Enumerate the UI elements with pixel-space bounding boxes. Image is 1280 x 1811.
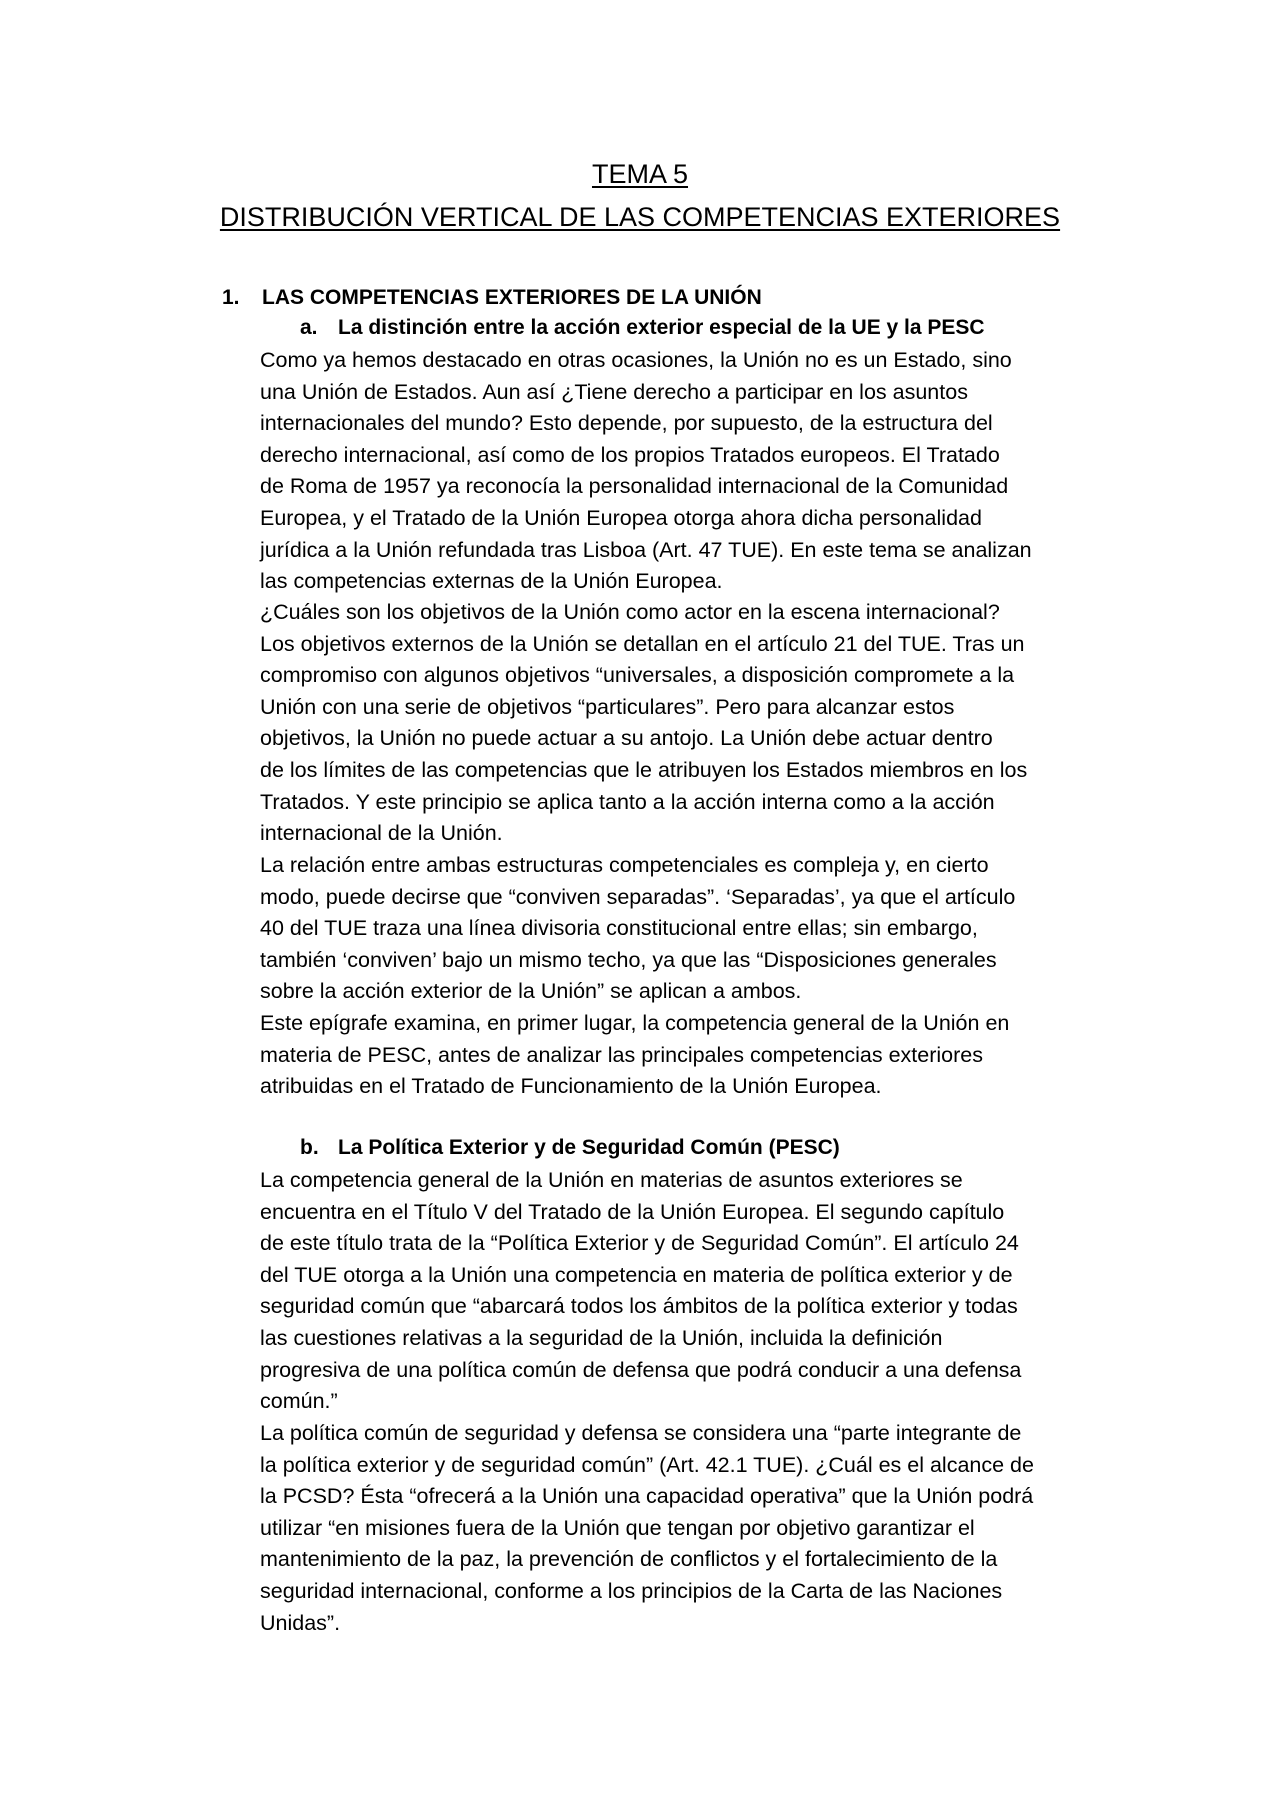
- subsection-a-heading: [300, 313, 985, 343]
- paragraph-line: utilizar “en misiones fuera de la Unión que tengan por objetivo garantizar el: [260, 1515, 975, 1540]
- paragraph-line: La relación entre ambas estructuras competenciales es compleja y, en cierto: [260, 853, 989, 877]
- paragraph-line: materia de PESC, antes de analizar las principales competencias exteriores: [260, 1042, 984, 1067]
- paragraph-1: [260, 345, 1110, 598]
- paragraph-line: La competencia general de la Unión en materias de asuntos exteriores se: [260, 1168, 963, 1192]
- paragraph-line: también ‘conviven’ bajo un mismo techo, ya que las “Disposiciones generales: [260, 947, 997, 972]
- document-subtitle: [0, 200, 1280, 234]
- paragraph-line: Este epígrafe examina, en primer lugar, la competencia general de la Unión en: [260, 1011, 1010, 1035]
- paragraph-line: las cuestiones relativas a la seguridad de la Unión, incluida la definición: [260, 1325, 943, 1350]
- paragraph-2: [260, 597, 1110, 850]
- subsection-b-title: La Política Exterior y de Seguridad Común (PESC): [338, 1136, 840, 1159]
- paragraph-4: [260, 1008, 1110, 1103]
- paragraph-line: de los límites de las competencias que le atribuyen los Estados miembros en los: [260, 757, 1028, 782]
- paragraph-line: objetivos, la Unión no puede actuar a su antojo. La Unión debe actuar dentro: [260, 726, 993, 751]
- paragraph-line: compromiso con algunos objetivos “universales, a disposición compromete a la: [260, 663, 1015, 688]
- paragraph-line: 40 del TUE traza una línea divisoria constitucional entre ellas; sin embargo,: [260, 916, 978, 941]
- paragraph-line: la PCSD? Ésta “ofrecerá a la Unión una capacidad operativa” que la Unión podrá: [260, 1484, 1034, 1509]
- subsection-b-letter: b.: [300, 1136, 319, 1159]
- subsection-b-heading: [300, 1133, 840, 1163]
- subsection-a-title: La distinción entre la acción exterior especial de la UE y la PESC: [338, 316, 985, 339]
- paragraph-line: Los objetivos externos de la Unión se detallan en el artículo 21 del TUE. Tras un: [260, 631, 1025, 656]
- paragraph-line: internacional de la Unión.: [260, 821, 503, 846]
- section-1-title: LAS COMPETENCIAS EXTERIORES DE LA UNIÓN: [262, 286, 762, 309]
- paragraph-line: sobre la acción exterior de la Unión” se aplican a ambos.: [260, 979, 802, 1004]
- paragraph-line: modo, puede decirse que “conviven separadas”. ‘Separadas’, ya que el artículo: [260, 884, 1016, 909]
- paragraph-line: Tratados. Y este principio se aplica tanto a la acción interna como a la acción: [260, 789, 995, 814]
- paragraph-6: [260, 1418, 1110, 1639]
- paragraph-line: Unión con una serie de objetivos “particulares”. Pero para alcanzar estos: [260, 694, 955, 719]
- subsection-a-letter: a.: [300, 316, 318, 339]
- paragraph-line: las competencias externas de la Unión Europea.: [260, 569, 723, 594]
- paragraph-line: derecho internacional, así como de los propios Tratados europeos. El Tratado: [260, 442, 1000, 467]
- paragraph-line: seguridad internacional, conforme a los principios de la Carta de las Naciones: [260, 1578, 1003, 1603]
- paragraph-line: mantenimiento de la paz, la prevención de conflictos y el fortalecimiento de la: [260, 1547, 998, 1572]
- paragraph-line: encuentra en el Título V del Tratado de la Unión Europea. El segundo capítulo: [260, 1199, 1005, 1224]
- paragraph-line: ¿Cuáles son los objetivos de la Unión como actor en la escena internacional?: [260, 600, 1000, 624]
- paragraph-3: [260, 850, 1110, 1008]
- title-line-2: DISTRIBUCIÓN VERTICAL DE LAS COMPETENCIAS EXTERIORES: [219, 202, 1061, 232]
- paragraph-line: progresiva de una política común de defensa que podrá conducir a una defensa: [260, 1357, 1022, 1382]
- paragraph-line: Unidas”.: [260, 1610, 341, 1635]
- section-1-number: 1.: [222, 286, 240, 309]
- paragraph-line: La política común de seguridad y defensa se considera una “parte integrante de: [260, 1421, 1022, 1445]
- paragraph-line: común.”: [260, 1389, 338, 1414]
- title-line-1: TEMA 5: [591, 159, 689, 189]
- paragraph-line: jurídica a la Unión refundada tras Lisboa (Art. 47 TUE). En este tema se analizan: [260, 537, 1032, 562]
- paragraph-line: de Roma de 1957 ya reconocía la personalidad internacional de la Comunidad: [260, 474, 1009, 499]
- paragraph-line: Como ya hemos destacado en otras ocasiones, la Unión no es un Estado, sino: [260, 348, 1012, 372]
- paragraph-line: internacionales del mundo? Esto depende, por supuesto, de la estructura del: [260, 411, 993, 436]
- paragraph-line: atribuidas en el Tratado de Funcionamiento de la Unión Europea.: [260, 1074, 882, 1099]
- paragraph-line: de este título trata de la “Política Exterior y de Seguridad Común”. El artículo 24: [260, 1231, 1019, 1256]
- paragraph-5: [260, 1165, 1110, 1418]
- paragraph-line: la política exterior y de seguridad común” (Art. 42.1 TUE). ¿Cuál es el alcance de: [260, 1452, 1034, 1477]
- paragraph-line: una Unión de Estados. Aun así ¿Tiene derecho a participar en los asuntos: [260, 379, 968, 404]
- section-1-heading: [222, 283, 762, 313]
- paragraph-line: Europea, y el Tratado de la Unión Europea otorga ahora dicha personalidad: [260, 505, 982, 530]
- paragraph-line: seguridad común que “abarcará todos los ámbitos de la política exterior y todas: [260, 1294, 1018, 1319]
- document-title: [0, 157, 1280, 191]
- paragraph-line: del TUE otorga a la Unión una competencia en materia de política exterior y de: [260, 1262, 1013, 1287]
